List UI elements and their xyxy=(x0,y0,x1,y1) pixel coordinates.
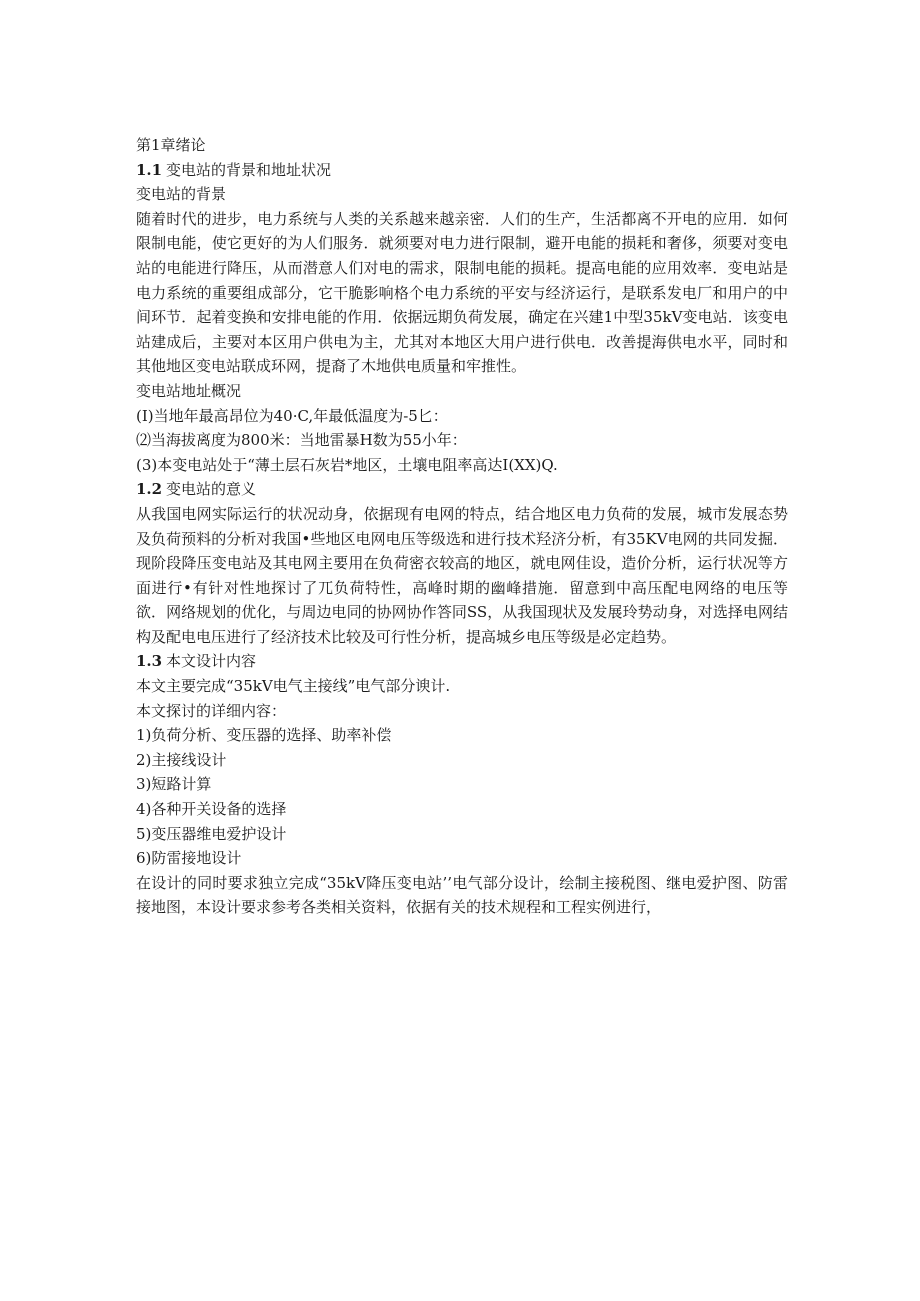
section-1-2-number: 1.2 xyxy=(136,480,163,499)
background-heading: 变电站的背景 xyxy=(136,185,227,204)
site-item-3: (3)本变电站处于“薄土层石灰岩*地区，土壤电阻率高达I(XX)Q. xyxy=(136,455,558,474)
design-item-2: 2)主接线设计 xyxy=(136,750,227,769)
section-1-1-heading xyxy=(136,158,788,183)
chapter-title: 第1章绪论 xyxy=(136,136,206,154)
section-1-3-heading xyxy=(136,649,788,674)
site-heading: 变电站地址概况 xyxy=(136,381,242,400)
design-item-5: 5)变压器维电爱护设计 xyxy=(136,824,287,843)
design-detail-heading: 本文探讨的详细内容： xyxy=(136,701,287,720)
section-1-3-number: 1.3 xyxy=(136,652,163,671)
section-1-1-number: 1.1 xyxy=(136,160,163,179)
site-item-1: (I)当地年最高昂位为40·C,年最低温度为-5匕： xyxy=(136,406,448,425)
section-1-1-title: 变电站的背景和地址状况 xyxy=(166,160,332,179)
section-1-2-heading xyxy=(136,477,788,502)
site-item-2: ⑵当海拔离度为800米：当地雷暴H数为55小年： xyxy=(136,431,467,450)
section-1-3-title: 本文设计内容 xyxy=(166,652,257,671)
design-item-4: 4)各种开关设备的选择 xyxy=(136,800,287,819)
design-item-3: 3)短路计算 xyxy=(136,775,212,794)
design-intro: 本文主要完成“35kV电气主接线”电气部分谀计. xyxy=(136,677,451,696)
section-1-2-title: 变电站的意义 xyxy=(166,480,257,499)
design-item-1: 1)负荷分析、变压器的选择、助率补偿 xyxy=(136,726,392,745)
closing-paragraph: 在设计的同时要求独立完成“35kV降压变电站’’电气部分设计，绘制主接税图、继电爱护图、防雷接地图，本设计要求参考各类相关资料，依据有关的技术规程和工程实例进行， xyxy=(136,873,788,917)
document-body xyxy=(136,133,788,920)
significance-paragraph: 从我国电网实际运行的状况动身，依据现有电网的特点，结合地区电力负荷的发展，城市发展态势及负荷预料的分析对我国•些地区电网电压等级选和进行技术羟济分析，有35KV电网的共同发掘．现阶段降压变电站及其电网主要用在负荷密衣较高的地区，就电网佳设，造价分析，运行状况等方面进行•有针对性地探讨了兀负荷特性，高峰时期的幽峰措施．留意到中高压配电网络的电压等欲．网络规划的优化，与周边电同的协网协作答同SS，从我国现状及发展玲势动身，对选择电网结构及配电电压进行了经济技术比较及可行性分析，提高城乡电压等级是必定趋势。 xyxy=(136,504,788,646)
background-paragraph: 随着时代的进步，电力系统与人类的关系越来越亲密．人们的生产，生活都离不开电的应用．如何限制电能，使它更好的为人们服务．就须要对电力进行限制，避开电能的损耗和奢侈，须要对变电站的电能进行降压，从而潜意人们对电的需求，限制电能的损耗。提高电能的应用效率．变电站是电力系统的重要组成部分，它干脆影响格个电力系统的平安与经济运行，是联系发电厂和用户的中间环节．起着变换和安排电能的作用．依据远期负荷发展，确定在兴建1中型35kV变电站．该变电站建成后，主要对本区用户供电为主，尤其对本地区大用户进行供电．改善提海供电水平，同时和其他地区变电站联成环网，提裔了木地供电质量和牢推性。 xyxy=(136,209,788,376)
design-item-6: 6)防雷接地设计 xyxy=(136,849,242,868)
